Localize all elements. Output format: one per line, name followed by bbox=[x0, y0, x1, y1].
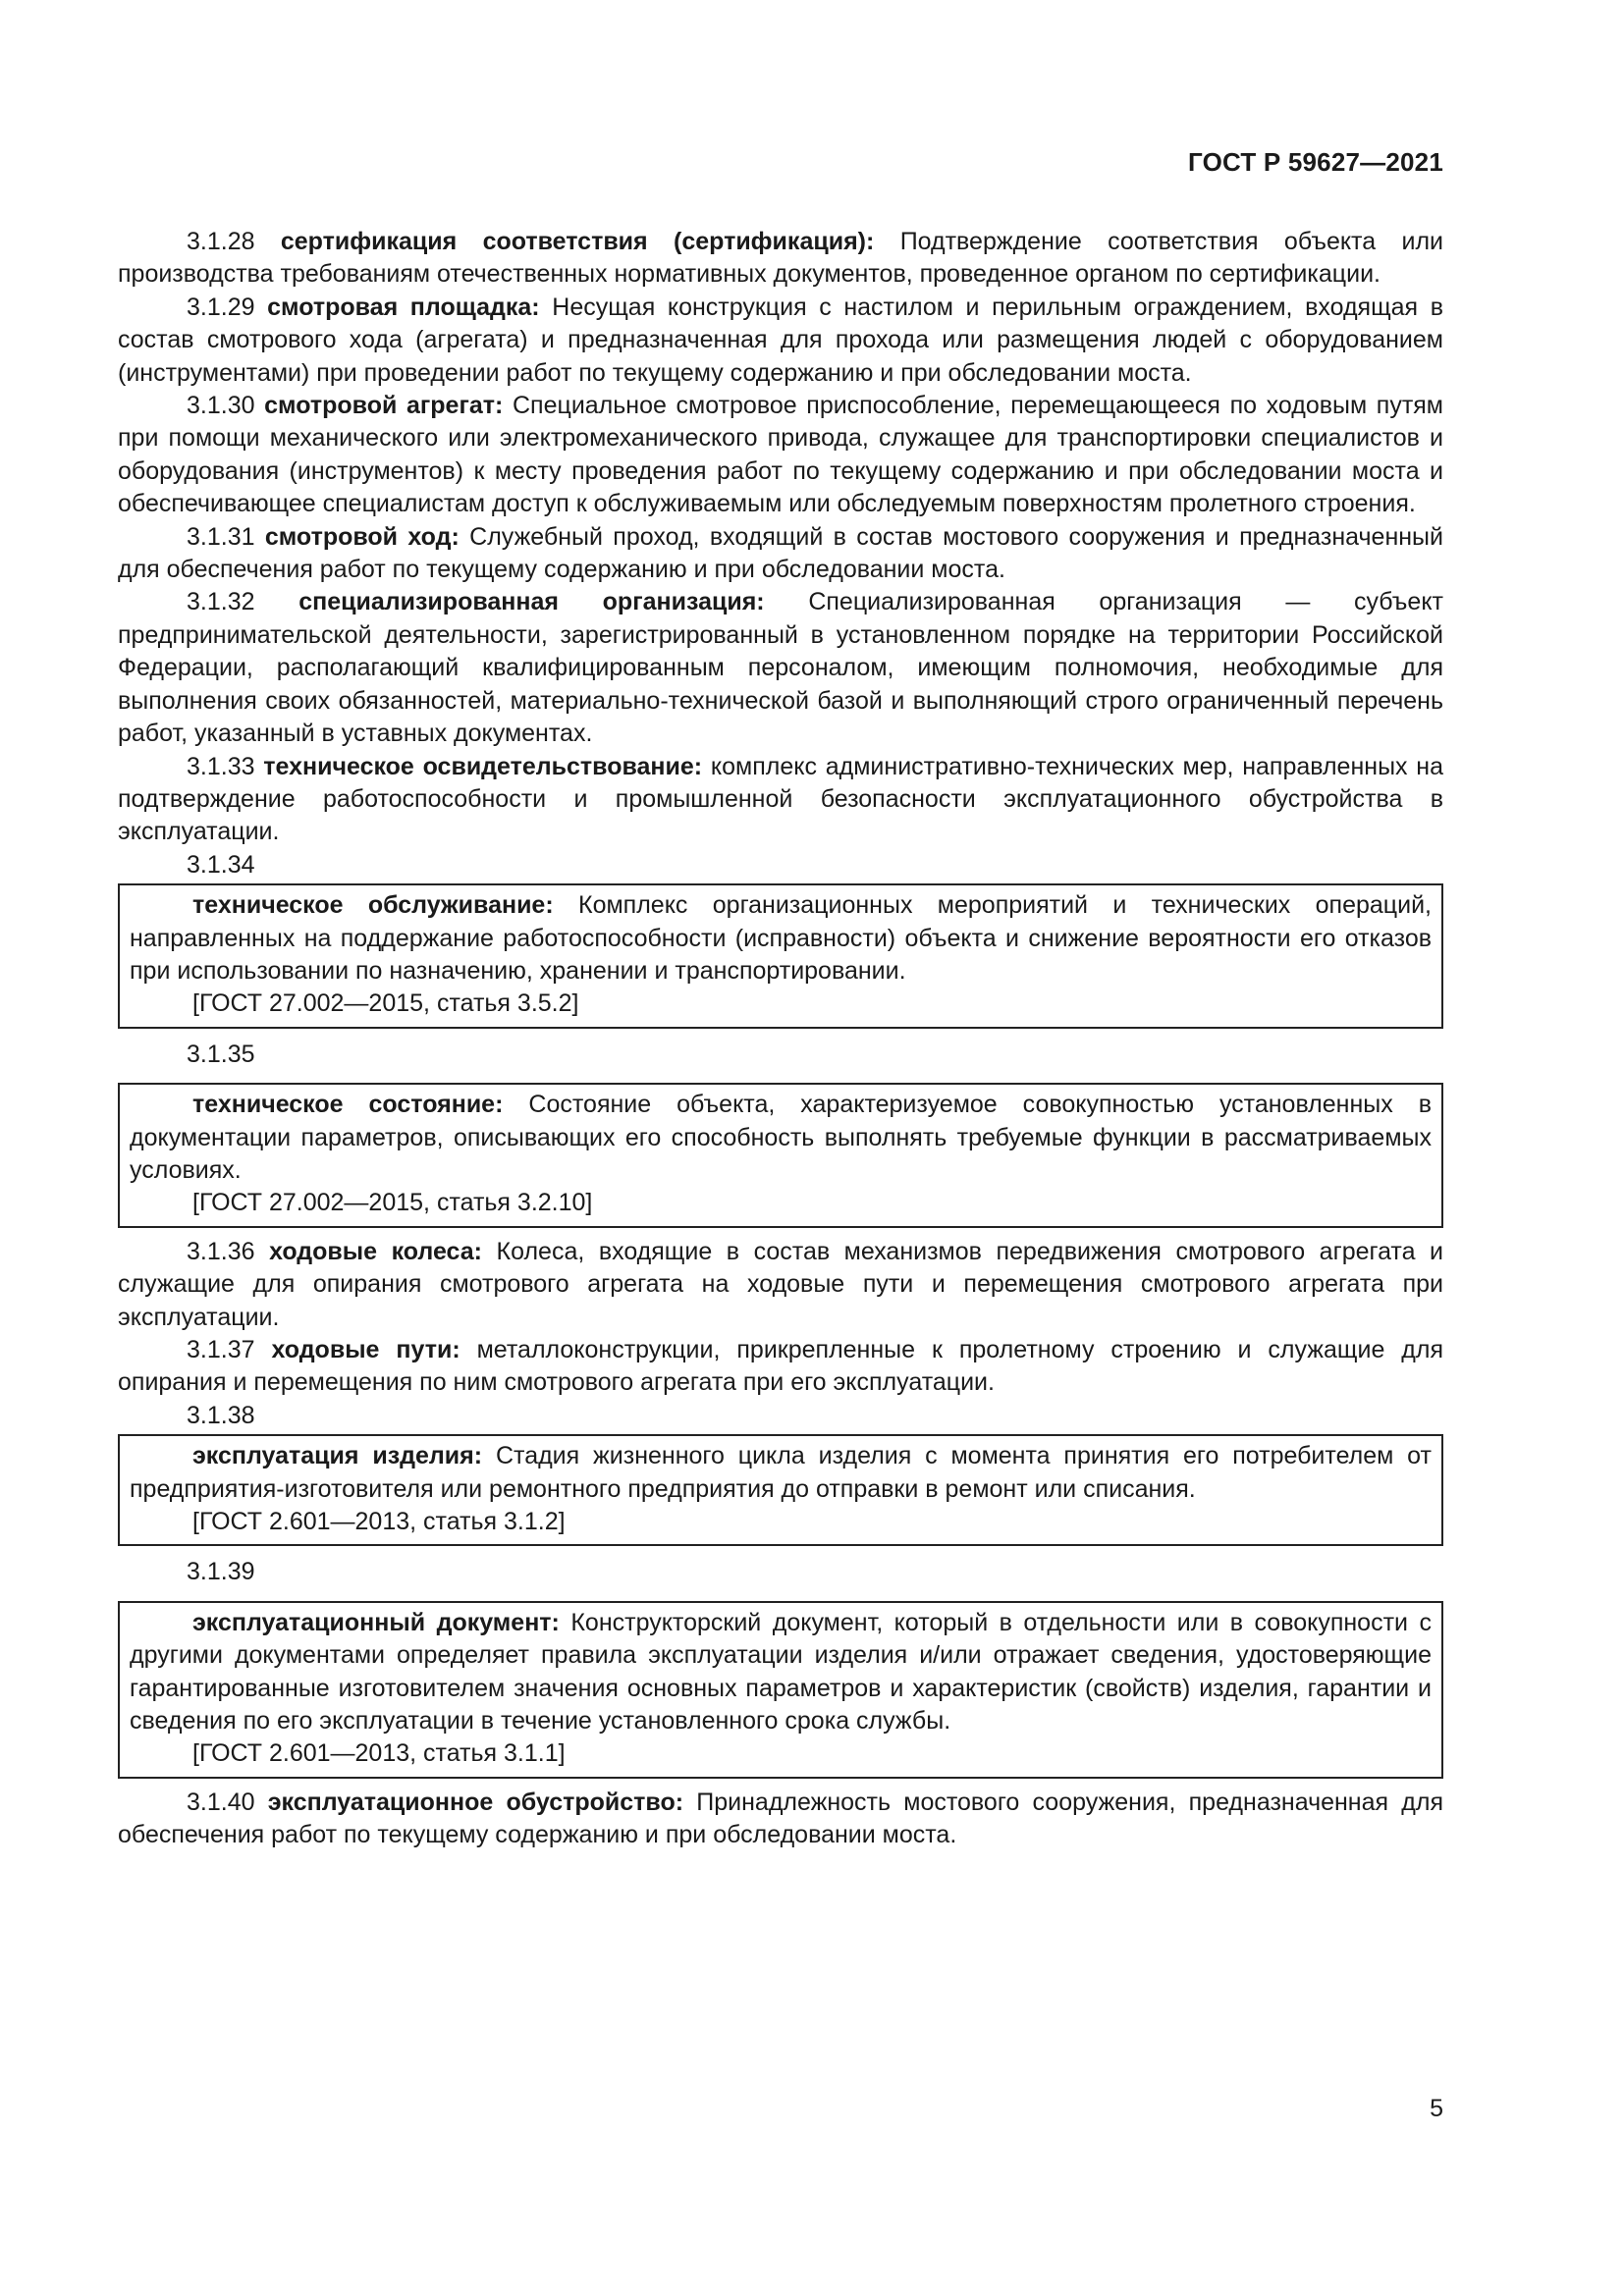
entry-definition: Подтверждение соответствия объекта или производства требованиям отечественных нормативных документов, проведенное органом по сертификации. bbox=[118, 228, 1444, 289]
entry-term: техническое освидетельствование: bbox=[263, 752, 703, 780]
term-entry-3-1-30 bbox=[118, 390, 1443, 521]
entry-number: 3.1.37 bbox=[187, 1336, 255, 1363]
boxed-definition: Состояние объекта, характеризуемое совокупностью установленных в документации параметров, описывающих его способность выполнять требуемые функции в рассматриваемых условиях. bbox=[130, 1091, 1432, 1184]
entry-number: 3.1.33 bbox=[187, 752, 255, 780]
boxed-source-reference: [ГОСТ 27.002—2015, статья 3.5.2] bbox=[192, 989, 579, 1018]
term-entry-3-1-33 bbox=[118, 751, 1443, 849]
boxed-entry-number-3-1-39: 3.1.39 bbox=[187, 1558, 255, 1586]
boxed-definition-3-1-34 bbox=[118, 883, 1443, 1029]
entry-definition: Служебный проход, входящий в состав мостового сооружения и предназначенный для обеспечения работ по текущему содержанию и при обследовании моста. bbox=[118, 522, 1443, 584]
document-body bbox=[118, 226, 1443, 1852]
entries-group-3 bbox=[118, 1787, 1443, 1852]
entry-definition: Принадлежность мостового сооружения, предназначенная для обеспечения работ по текущему содержанию и при обследовании моста. bbox=[118, 1788, 1443, 1849]
entry-term: смотровая площадка: bbox=[267, 293, 540, 321]
term-entry-3-1-29 bbox=[118, 292, 1443, 390]
entry-number: 3.1.30 bbox=[187, 392, 255, 420]
term-entry-3-1-37 bbox=[118, 1334, 1443, 1400]
entry-number: 3.1.36 bbox=[187, 1237, 255, 1265]
entry-definition: Несущая конструкция с настилом и перильным ограждением, входящая в состав смотрового хода (агрегата) и предназначенная для прохода или размещения людей с оборудованием (инструментами) при проведении работ по текущему содержанию и при обследовании моста. bbox=[118, 293, 1443, 387]
entry-definition: Колеса, входящие в состав механизмов передвижения смотрового агрегата и служащие для опирания смотрового агрегата на ходовые пути и перемещения смотрового агрегата при эксплуатации. bbox=[118, 1237, 1444, 1331]
entry-term: эксплуатационное обустройство: bbox=[267, 1788, 684, 1816]
entry-term: ходовые пути: bbox=[271, 1336, 460, 1363]
boxed-definition: Конструкторский документ, который в отдельности или в совокупности с другими документами определяет правила эксплуатации изделия и/или отражает сведения, удостоверяющие гарантированные изготовителем значения основных параметров и характеристик (свойств) изделия, гарантии и сведения по его эксплуатации в течение установленного срока службы. bbox=[130, 1608, 1432, 1735]
boxed-term: эксплуатация изделия: bbox=[192, 1442, 483, 1470]
entry-definition: Специализированная организация — субъект предпринимательской деятельности, зарегистрированный в установленном порядке на территории Российской Федерации, располагающий квалифицированным персоналом, имеющим полномочия, необходимые для выполнения своих обязанностей, материально-технической базой и выполняющий строго ограниченный перечень работ, указанный в уставных документах. bbox=[118, 588, 1443, 748]
boxed-definition-text bbox=[130, 889, 1432, 988]
boxed-definition-text bbox=[130, 1440, 1432, 1506]
boxed-definition-text bbox=[130, 1089, 1432, 1187]
entry-term: специализированная организация: bbox=[298, 588, 765, 616]
boxed-definition: Комплекс организационных мероприятий и технических операций, направленных на поддержание работоспособности (исправности) объекта и снижение вероятности его отказов при использовании по назначению, хранении и транспортировании. bbox=[130, 891, 1432, 985]
entries-group-2 bbox=[118, 1236, 1443, 1400]
term-entry-3-1-36 bbox=[118, 1236, 1443, 1334]
boxed-definition: Стадия жизненного цикла изделия с момента принятия его потребителем от предприятия-изготовителя или ремонтного предприятия до отправки в ремонт или списания. bbox=[130, 1442, 1432, 1503]
boxed-definition-3-1-39 bbox=[118, 1601, 1443, 1779]
entry-number: 3.1.32 bbox=[187, 588, 255, 616]
term-entry-3-1-28 bbox=[118, 226, 1443, 292]
entry-term: ходовые колеса: bbox=[269, 1237, 482, 1265]
boxed-source-reference: [ГОСТ 2.601—2013, статья 3.1.1] bbox=[192, 1739, 566, 1768]
boxed-term: техническое обслуживание: bbox=[192, 891, 554, 920]
entry-term: сертификация соответствия (сертификация): bbox=[280, 228, 875, 255]
boxed-entry-number-3-1-35: 3.1.35 bbox=[187, 1040, 255, 1068]
term-entry-3-1-32 bbox=[118, 586, 1443, 750]
entry-definition: комплекс административно-технических мер, направленных на подтверждение работоспособности и промышленной безопасности эксплуатационного обустройства в эксплуатации. bbox=[118, 752, 1444, 846]
document-id-header: ГОСТ Р 59627—2021 bbox=[1188, 147, 1443, 177]
entry-definition: металлоконструкции, прикрепленные к пролетному строению и служащие для опирания и перемещения по ним смотрового агрегата при его эксплуатации. bbox=[118, 1336, 1444, 1397]
term-entry-3-1-40 bbox=[118, 1787, 1443, 1852]
entry-number: 3.1.29 bbox=[187, 293, 255, 321]
entry-number: 3.1.31 bbox=[187, 522, 255, 551]
boxed-source-reference: [ГОСТ 27.002—2015, статья 3.2.10] bbox=[192, 1189, 593, 1217]
boxed-definition-text bbox=[130, 1607, 1432, 1738]
page-number: 5 bbox=[1430, 2095, 1443, 2122]
entry-term: смотровой ход: bbox=[264, 522, 460, 551]
boxed-source-reference: [ГОСТ 2.601—2013, статья 3.1.2] bbox=[192, 1508, 566, 1536]
boxed-term: техническое состояние: bbox=[192, 1091, 504, 1119]
boxed-entry-number-3-1-38: 3.1.38 bbox=[187, 1401, 255, 1429]
term-entry-3-1-31 bbox=[118, 521, 1443, 587]
entry-definition: Специальное смотровое приспособление, перемещающееся по ходовым путям при помощи механического или электромеханического привода, служащее для транспортировки специалистов и оборудования (инструментов) к месту проведения работ по текущему содержанию и при обследовании моста и обеспечивающее специалистам доступ к обслуживаемым или обследуемым поверхностям пролетного строения. bbox=[118, 392, 1443, 518]
boxed-definition-3-1-35 bbox=[118, 1083, 1443, 1228]
boxed-definition-3-1-38 bbox=[118, 1434, 1443, 1546]
boxed-entry-number-3-1-34: 3.1.34 bbox=[187, 850, 255, 879]
entry-number: 3.1.28 bbox=[187, 228, 255, 255]
entry-term: смотровой агрегат: bbox=[264, 392, 504, 420]
boxed-term: эксплуатационный документ: bbox=[192, 1608, 560, 1636]
entry-number: 3.1.40 bbox=[187, 1788, 255, 1816]
